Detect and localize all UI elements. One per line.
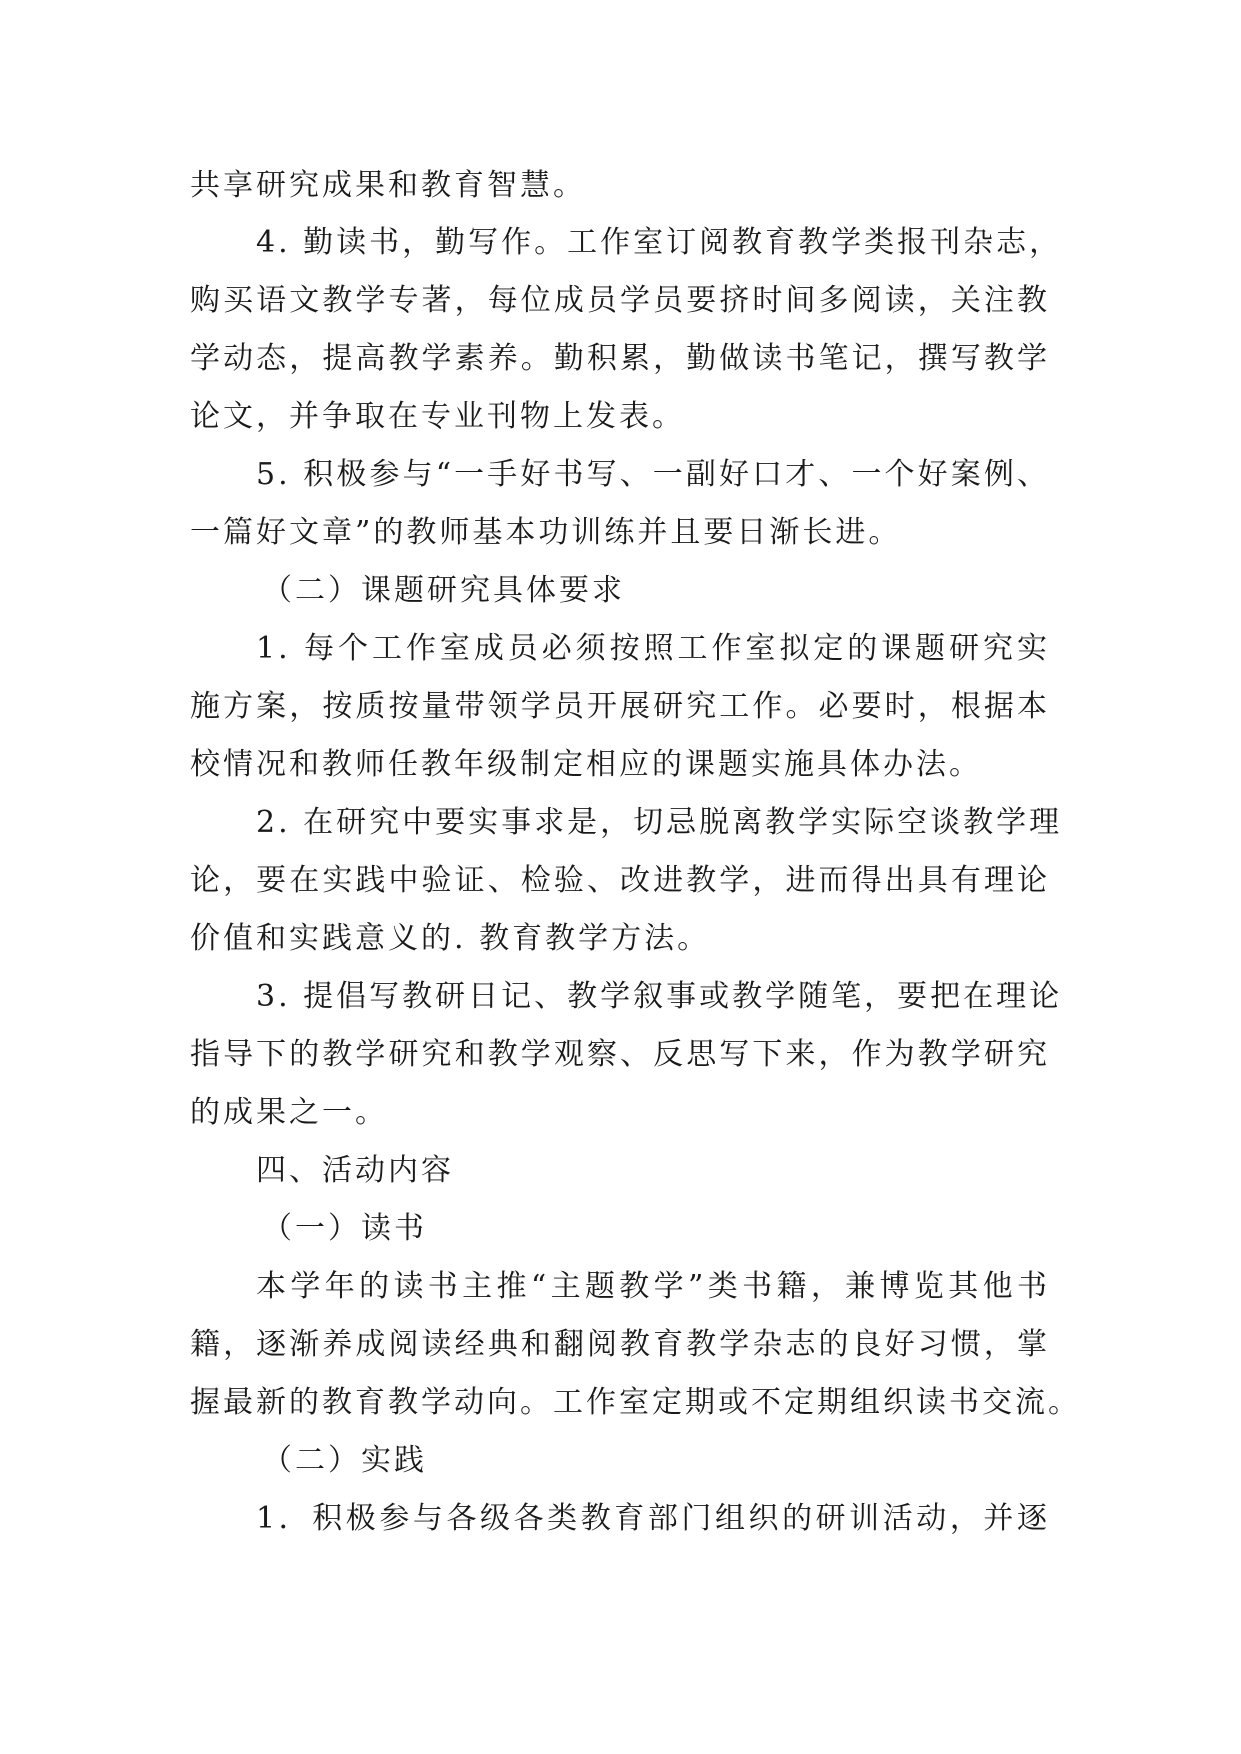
section-heading: （二）实践	[262, 1443, 427, 1478]
paragraph-line: 4. 勤读书，勤写作。工作室订阅教育教学类报刊杂志，	[256, 225, 1063, 260]
paragraph-line: 一篇好文章”的教师基本功训练并且要日渐长进。	[190, 515, 902, 550]
paragraph-line: 籍，逐渐养成阅读经典和翻阅教育教学杂志的良好习惯，掌	[190, 1327, 1050, 1362]
paragraph-line: 的成果之一。	[190, 1095, 388, 1130]
paragraph-line: 1．积极参与各级各类教育部门组织的研训活动，并逐	[256, 1501, 1050, 1536]
paragraph-line: 价值和实践意义的. 教育教学方法。	[190, 921, 711, 956]
paragraph-line: 1. 每个工作室成员必须按照工作室拟定的课题研究实	[256, 631, 1050, 666]
paragraph-line: 握最新的教育教学动向。工作室定期或不定期组织读书交流。	[190, 1385, 1081, 1420]
paragraph-line: 本学年的读书主推“主题教学”类书籍，兼博览其他书	[256, 1269, 1050, 1304]
section-heading: （二）课题研究具体要求	[262, 573, 625, 608]
paragraph-line: 论，要在实践中验证、检验、改进教学，进而得出具有理论	[190, 863, 1050, 898]
section-heading: 四、活动内容	[256, 1153, 454, 1188]
paragraph-line: 5. 积极参与“一手好书写、一副好口才、一个好案例、	[256, 457, 1050, 492]
paragraph-line: 3. 提倡写教研日记、教学叙事或教学随笔，要把在理论	[256, 979, 1063, 1014]
paragraph-line: 购买语文教学专著，每位成员学员要挤时间多阅读，关注教	[190, 283, 1050, 318]
paragraph-line: 2. 在研究中要实事求是，切忌脱离教学实际空谈教学理	[256, 805, 1063, 840]
paragraph-line: 共享研究成果和教育智慧。	[190, 168, 586, 203]
paragraph-line: 指导下的教学研究和教学观察、反思写下来，作为教学研究	[190, 1037, 1050, 1072]
paragraph-line: 学动态，提高教学素养。勤积累，勤做读书笔记，撰写教学	[190, 341, 1050, 376]
paragraph-line: 施方案，按质按量带领学员开展研究工作。必要时，根据本	[190, 689, 1050, 724]
section-heading: （一）读书	[262, 1211, 427, 1246]
paragraph-line: 论文，并争取在专业刊物上发表。	[190, 399, 685, 434]
paragraph-line: 校情况和教师任教年级制定相应的课题实施具体办法。	[190, 747, 982, 782]
